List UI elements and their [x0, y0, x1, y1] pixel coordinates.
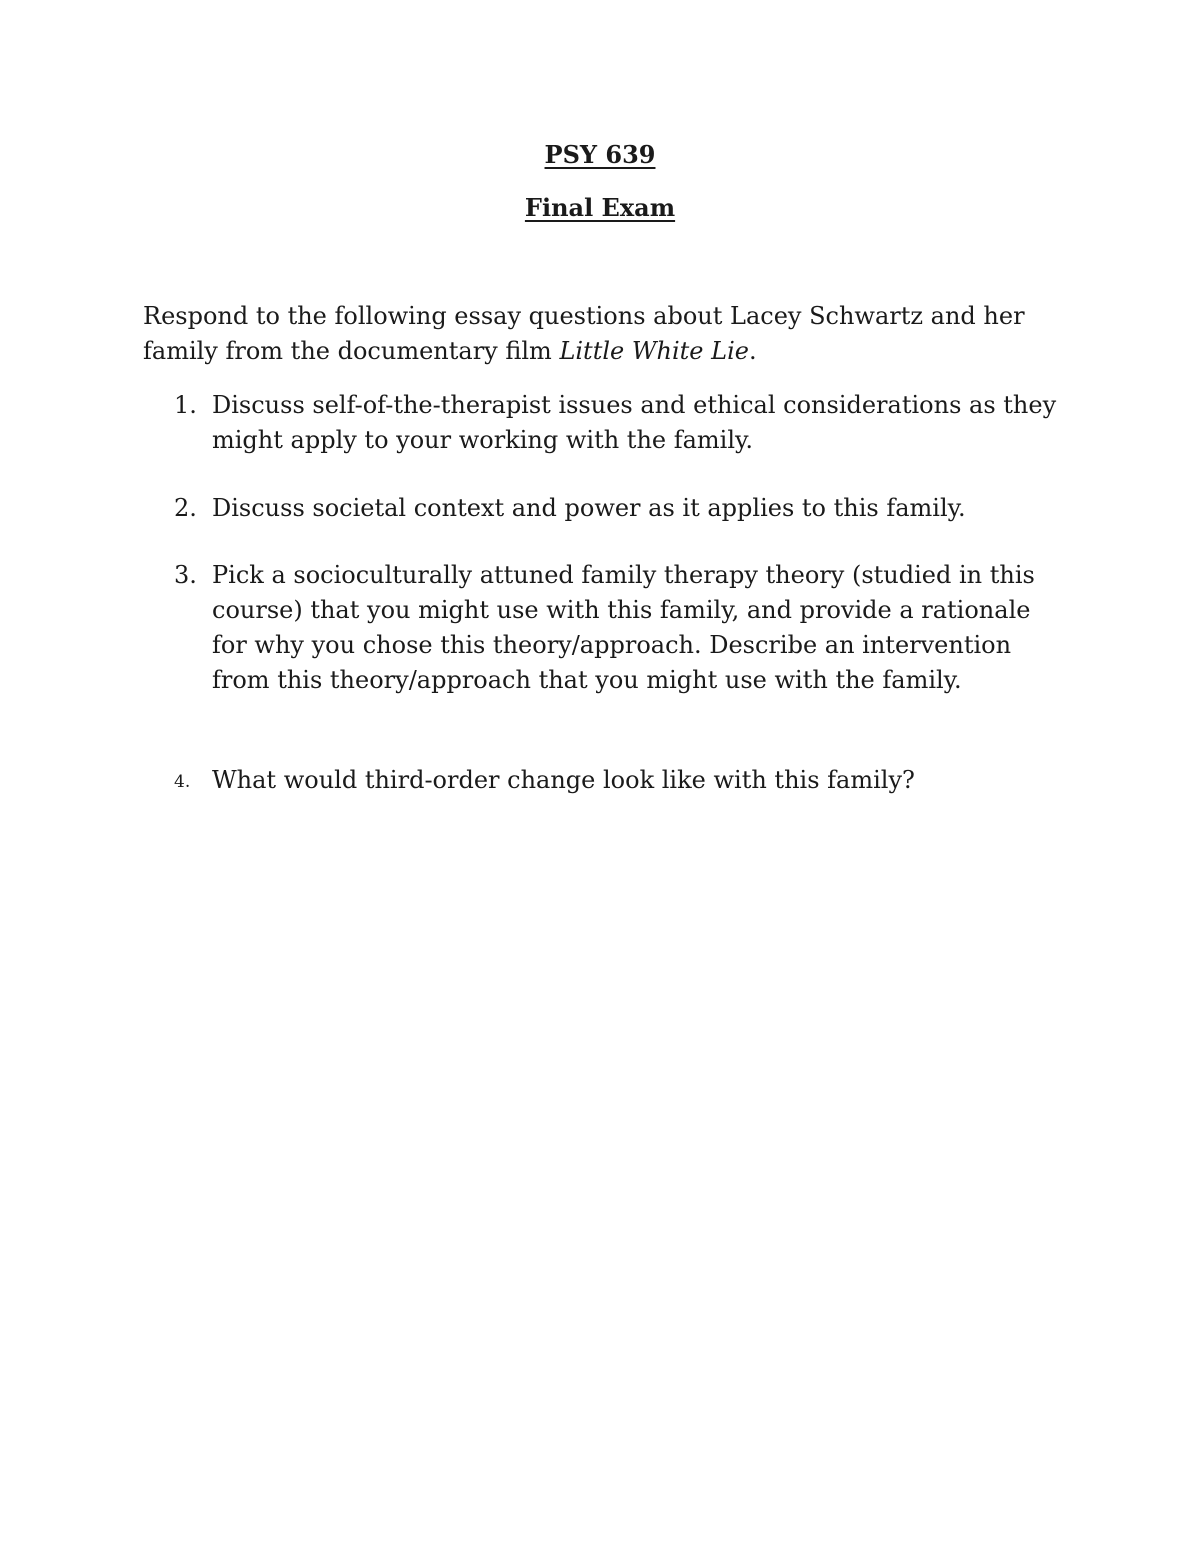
question-text: Pick a socioculturally attuned family therapy theory (studied in this course) that you might use with this family, and provide a rationale for why you chose this theory/approach. Describe an intervention from this theory/approach that you might use with the family.: [212, 561, 1035, 694]
course-code-heading: PSY 639: [544, 140, 656, 169]
intro-paragraph: [143, 299, 1063, 369]
question-text: What would third-order change look like with this family?: [212, 766, 915, 794]
question-text: Discuss societal context and power as it applies to this family.: [212, 494, 966, 522]
question-number: 1.: [174, 391, 197, 419]
film-title: Little White Lie: [559, 337, 749, 365]
intro-text-end: .: [748, 337, 757, 365]
intro-text: Respond to the following essay questions about Lacey Schwartz and her family from the documentary film: [143, 302, 1025, 365]
question-number: 4.: [174, 772, 191, 792]
question-number: 3.: [174, 561, 197, 589]
question-number: 2.: [174, 494, 197, 522]
question-text: Discuss self-of-the-therapist issues and ethical considerations as they might apply to your working with the family.: [212, 391, 1057, 454]
exam-title-heading: Final Exam: [524, 193, 676, 222]
